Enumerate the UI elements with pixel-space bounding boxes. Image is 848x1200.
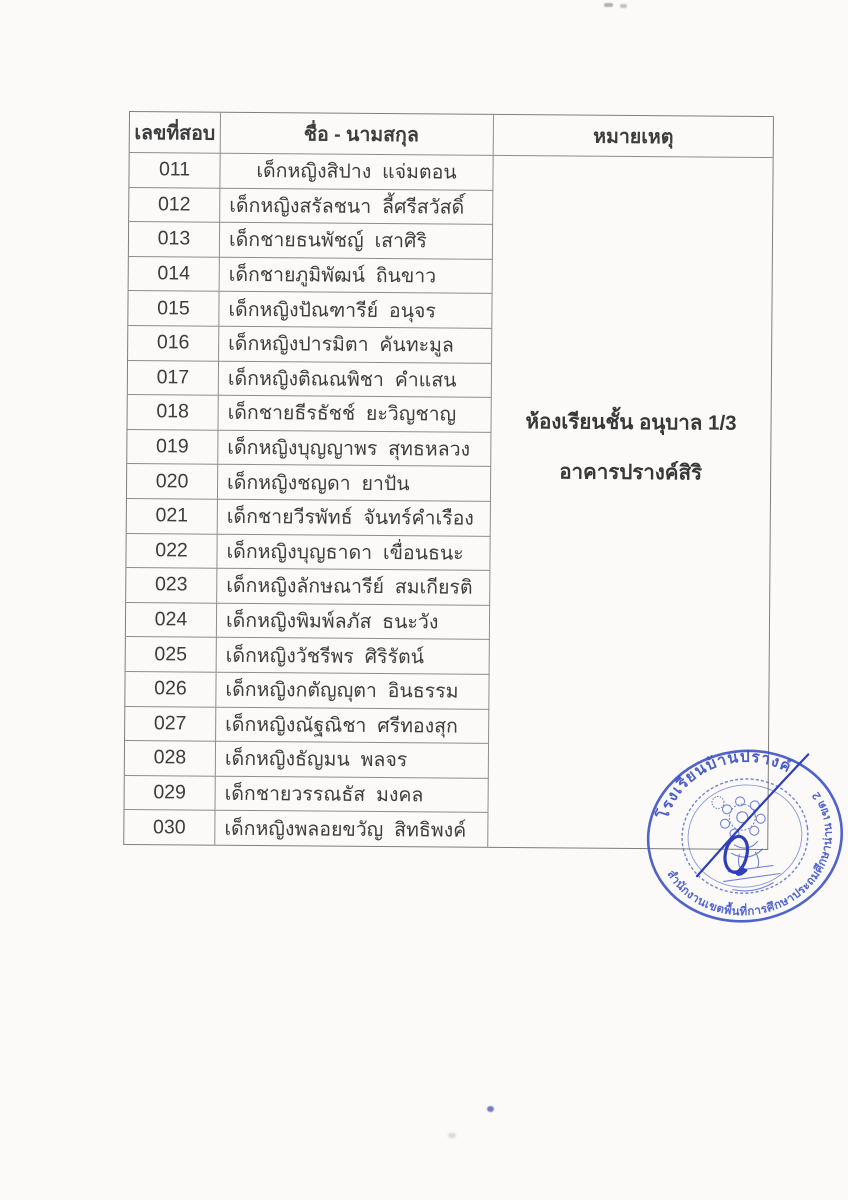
student-name-cell: เด็กหญิงลักษณารีย์ สมเกียรติ	[217, 568, 490, 605]
exam-number-cell: 013	[129, 221, 220, 256]
stamp-district-text: สำนักงานเขตพื้นที่การศึกษาประถมศึกษาน่าน เขต 2	[664, 789, 835, 919]
exam-number-cell: 020	[127, 463, 218, 498]
exam-number-cell: 026	[125, 671, 216, 706]
student-name-cell: เด็กชายวรรณธัส มงคล	[216, 775, 489, 812]
student-name-cell: เด็กชายธีรธัชช์ ยะวิญชาญ	[219, 395, 492, 432]
student-name-cell: เด็กหญิงวัชรีพร ศิริรัตน์	[217, 637, 490, 674]
exam-number-cell: 028	[125, 740, 216, 775]
exam-number-cell: 030	[124, 809, 215, 844]
student-name-cell: เด็กหญิงชญดา ยาปัน	[218, 464, 491, 501]
scan-speck	[448, 1133, 456, 1138]
exam-number-cell: 022	[126, 533, 217, 568]
ink-dot	[487, 1106, 494, 1112]
student-name-cell: เด็กหญิงพิมพ์ลภัส ธนะวัง	[217, 602, 490, 639]
student-name-cell: เด็กหญิงณัฐณิชา ศรีทองสุก	[216, 706, 489, 743]
header-exam-number: เลขที่สอบ	[130, 112, 221, 153]
student-name-cell: เด็กชายวีรพัทธ์ จันทร์คำเรือง	[218, 499, 491, 536]
building-label: อาคารปรางค์สิริ	[559, 460, 703, 485]
student-name-cell: เด็กหญิงบุญธาดา เขื่อนธนะ	[217, 533, 490, 570]
student-name-cell: เด็กหญิงสรัลชนา ลี้ศรีสวัสดิ์	[220, 187, 493, 224]
exam-number-cell: 018	[128, 394, 219, 429]
exam-number-cell: 025	[126, 636, 217, 671]
classroom-label: ห้องเรียนชั้น อนุบาล 1/3	[525, 410, 737, 435]
student-name-cell: เด็กหญิงธัญมน พลจร	[216, 741, 489, 778]
scan-speck	[604, 3, 613, 7]
stamp-school-name: โรงเรียนบ้านปรางค์	[654, 748, 795, 822]
student-name-cell: เด็กหญิงสิปาง แจ่มตอน	[220, 153, 493, 190]
exam-number-cell: 027	[125, 705, 216, 740]
student-name-cell: เด็กชายภูมิพัฒน์ ถินขาว	[220, 256, 493, 293]
exam-number-cell: 021	[127, 498, 218, 533]
remarks-merged-cell	[488, 155, 772, 849]
exam-number-cell: 017	[128, 360, 219, 395]
exam-number-cell: 023	[126, 567, 217, 602]
header-student-name: ชื่อ - นามสกุล	[221, 113, 494, 155]
exam-roster-table	[123, 111, 774, 850]
exam-number-cell: 012	[129, 187, 220, 222]
student-name-cell: เด็กหญิงปัณฑารีย์ อนุจร	[219, 291, 492, 328]
exam-number-cell: 024	[126, 602, 217, 637]
exam-number-cell: 029	[125, 775, 216, 810]
exam-number-cell: 014	[129, 256, 220, 291]
student-name-cell: เด็กหญิงปารมิตา คันทะมูล	[219, 326, 492, 363]
scan-speck	[620, 4, 627, 8]
student-name-cell: เด็กหญิงพลอยขวัญ สิทธิพงค์	[215, 810, 488, 847]
student-name-cell: เด็กหญิงติณณพิชา คำแสน	[219, 360, 492, 397]
exam-number-cell: 015	[128, 290, 219, 325]
exam-number-cell: 016	[128, 325, 219, 360]
exam-number-cell: 019	[127, 429, 218, 464]
exam-number-cell: 011	[129, 152, 220, 187]
student-name-cell: เด็กหญิงกตัญญุตา อินธรรม	[216, 672, 489, 709]
student-name-cell: เด็กชายธนพัชญ์ เสาศิริ	[220, 222, 493, 259]
header-remarks: หมายเหตุ	[593, 125, 674, 148]
student-name-cell: เด็กหญิงบุญญาพร สุทธหลวง	[218, 429, 491, 466]
